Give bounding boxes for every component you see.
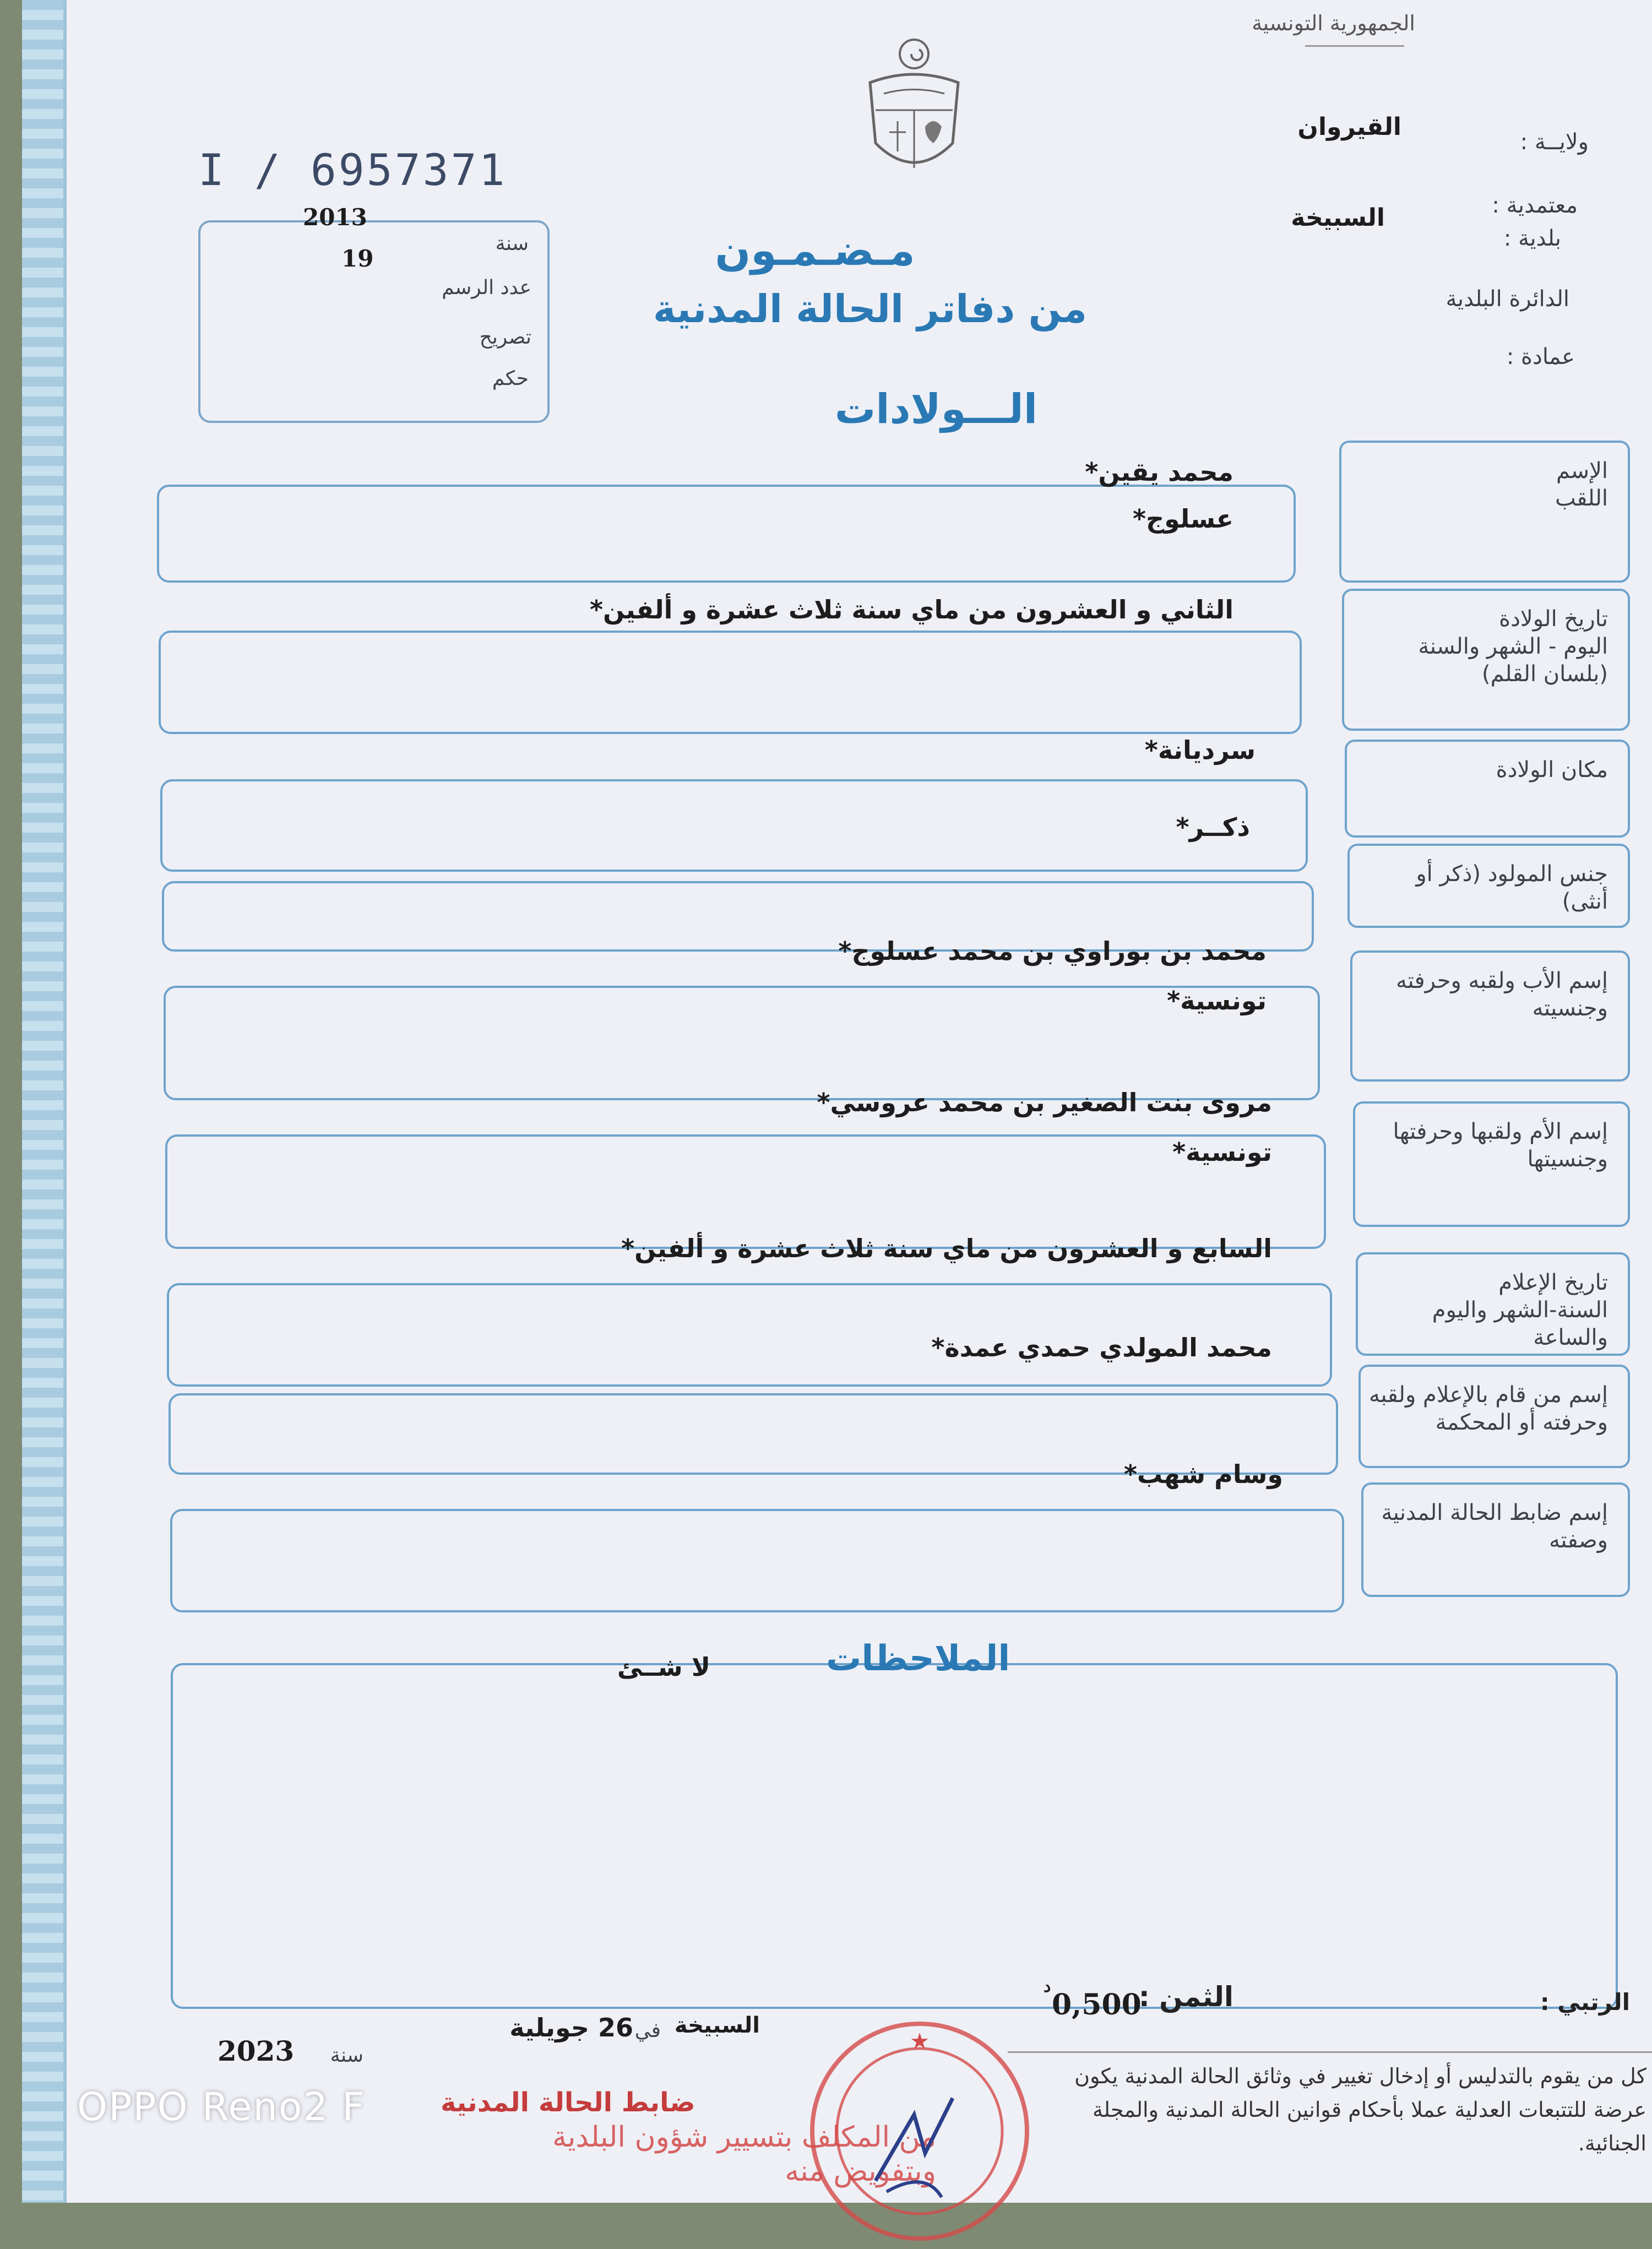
field-value: محمد يقين* (1085, 457, 1233, 487)
field-value-box (157, 485, 1296, 583)
field-value: تونسية* (1167, 986, 1267, 1015)
legal-warning: كل من يقوم بالتدليس أو إدخال تغيير في وثائق الحالة المدنية يكون عرضة للتتبعات العدلية عملا بأحكام قوانين الحالة المدنية والمجلة الجنائية. (1074, 2064, 1646, 2155)
footer-year-label: سنة (330, 2044, 363, 2067)
field-value: محمد المولدي حمدي عمدة* (931, 1333, 1272, 1362)
field-value: السابع و العشرون من ماي سنة ثلاث عشرة و ألفين* (621, 1234, 1272, 1263)
omada-label: عمادة : (1506, 344, 1575, 370)
record-number: 19 (341, 245, 374, 272)
price-unit: د (1044, 1977, 1051, 1996)
field-label: إسم من قام بالإعلام ولقبه وحرفته أو المحكمة (1369, 1382, 1608, 1435)
field-value-box (165, 1134, 1326, 1249)
field-label: إسم الأم ولقبها وحرفتها وجنسيتها (1393, 1119, 1608, 1172)
mootamadia-value: السبيخة (1291, 204, 1385, 232)
record-declaration-label: تصريح (479, 326, 531, 349)
footer-date: 26 جويلية (509, 2013, 633, 2042)
field-label: الإسم اللقب (1555, 458, 1608, 511)
field-value: وسام شهب* (1123, 1459, 1283, 1489)
wilaya-label: ولايــة : (1520, 129, 1589, 155)
coat-of-arms-icon (859, 33, 969, 187)
field-value: عسلوج* (1132, 504, 1233, 534)
field-value: ذكــر* (1176, 812, 1250, 842)
field-value: تونسية* (1172, 1137, 1272, 1167)
footer-place: السبيخة (674, 2013, 760, 2038)
remarks-value: لا شــئ (617, 1652, 710, 1682)
field-value-box (160, 779, 1308, 872)
officer-title: ضابط الحالة المدنية (441, 2087, 695, 2118)
footer-in-label: في (634, 2019, 661, 2042)
serial-number: I / 6957371 (198, 146, 507, 195)
record-number-label: عدد الرسم (442, 276, 531, 299)
wilaya-value: القيروان (1297, 113, 1401, 141)
mootamadia-label: معتمدية : (1492, 193, 1578, 218)
remarks-label: الملاحظات (826, 1638, 1010, 1679)
field-value: سرديانة* (1144, 735, 1256, 765)
field-value: الثاني و العشرون من ماي سنة ثلاث عشرة و ألفين* (589, 595, 1233, 624)
field-label: تاريخ الإعلام السنة-الشهر واليوم والساعة (1432, 1270, 1608, 1350)
rank-label: الرتبي : (1540, 1989, 1630, 2016)
footer-year: 2023 (218, 2035, 295, 2067)
decorative-border (22, 0, 63, 2203)
daira-label: الدائرة البلدية (1446, 286, 1569, 312)
field-value: مروى بنت الصغير بن محمد عروسي* (817, 1088, 1272, 1117)
field-value-box (164, 986, 1320, 1100)
baladia-label: بلدية : (1503, 226, 1561, 251)
official-stamp-icon (804, 2016, 1035, 2247)
field-value-box (159, 631, 1302, 734)
field-label: مكان الولادة (1496, 757, 1608, 783)
title-line1: مـضـمـون (715, 226, 915, 275)
record-year-label: سنة (495, 232, 529, 255)
price-label: الثمن : (1138, 1981, 1233, 2013)
republic-title: الجمهورية التونسية (1252, 11, 1415, 35)
field-value-box (170, 1509, 1344, 1612)
field-label-box (1345, 740, 1630, 838)
warning-rule (1008, 2051, 1652, 2053)
remarks-box (171, 1663, 1618, 2009)
svg-text:★: ★ (910, 2029, 930, 2054)
record-judgment-label: حكم (492, 367, 529, 390)
field-label: تاريخ الولادة اليوم - الشهر والسنة (بلسان القلم) (1418, 606, 1608, 687)
price-value: 0,500 (1052, 1988, 1142, 2022)
field-label: إسم ضابط الحالة المدنية وصفته (1381, 1500, 1608, 1553)
camera-watermark: OPPO Reno2 F (77, 2084, 366, 2130)
border-line (63, 0, 67, 2203)
field-label: جنس المولود (ذكر أو أنثى) (1416, 861, 1608, 914)
stamp-text: من المكلف بتسيير شؤون البلدية وبتفويض منه (552, 2121, 936, 2188)
field-value: محمد بن بوراوي بن محمد عسلوج* (838, 936, 1267, 966)
republic-underline (1305, 45, 1404, 47)
record-year: 2013 (303, 204, 367, 231)
section-title: الـــولادات (834, 385, 1038, 433)
field-label: إسم الأب ولقبه وحرفته وجنسيته (1396, 968, 1608, 1021)
title-line2: من دفاتر الحالة المدنية (653, 286, 1087, 332)
